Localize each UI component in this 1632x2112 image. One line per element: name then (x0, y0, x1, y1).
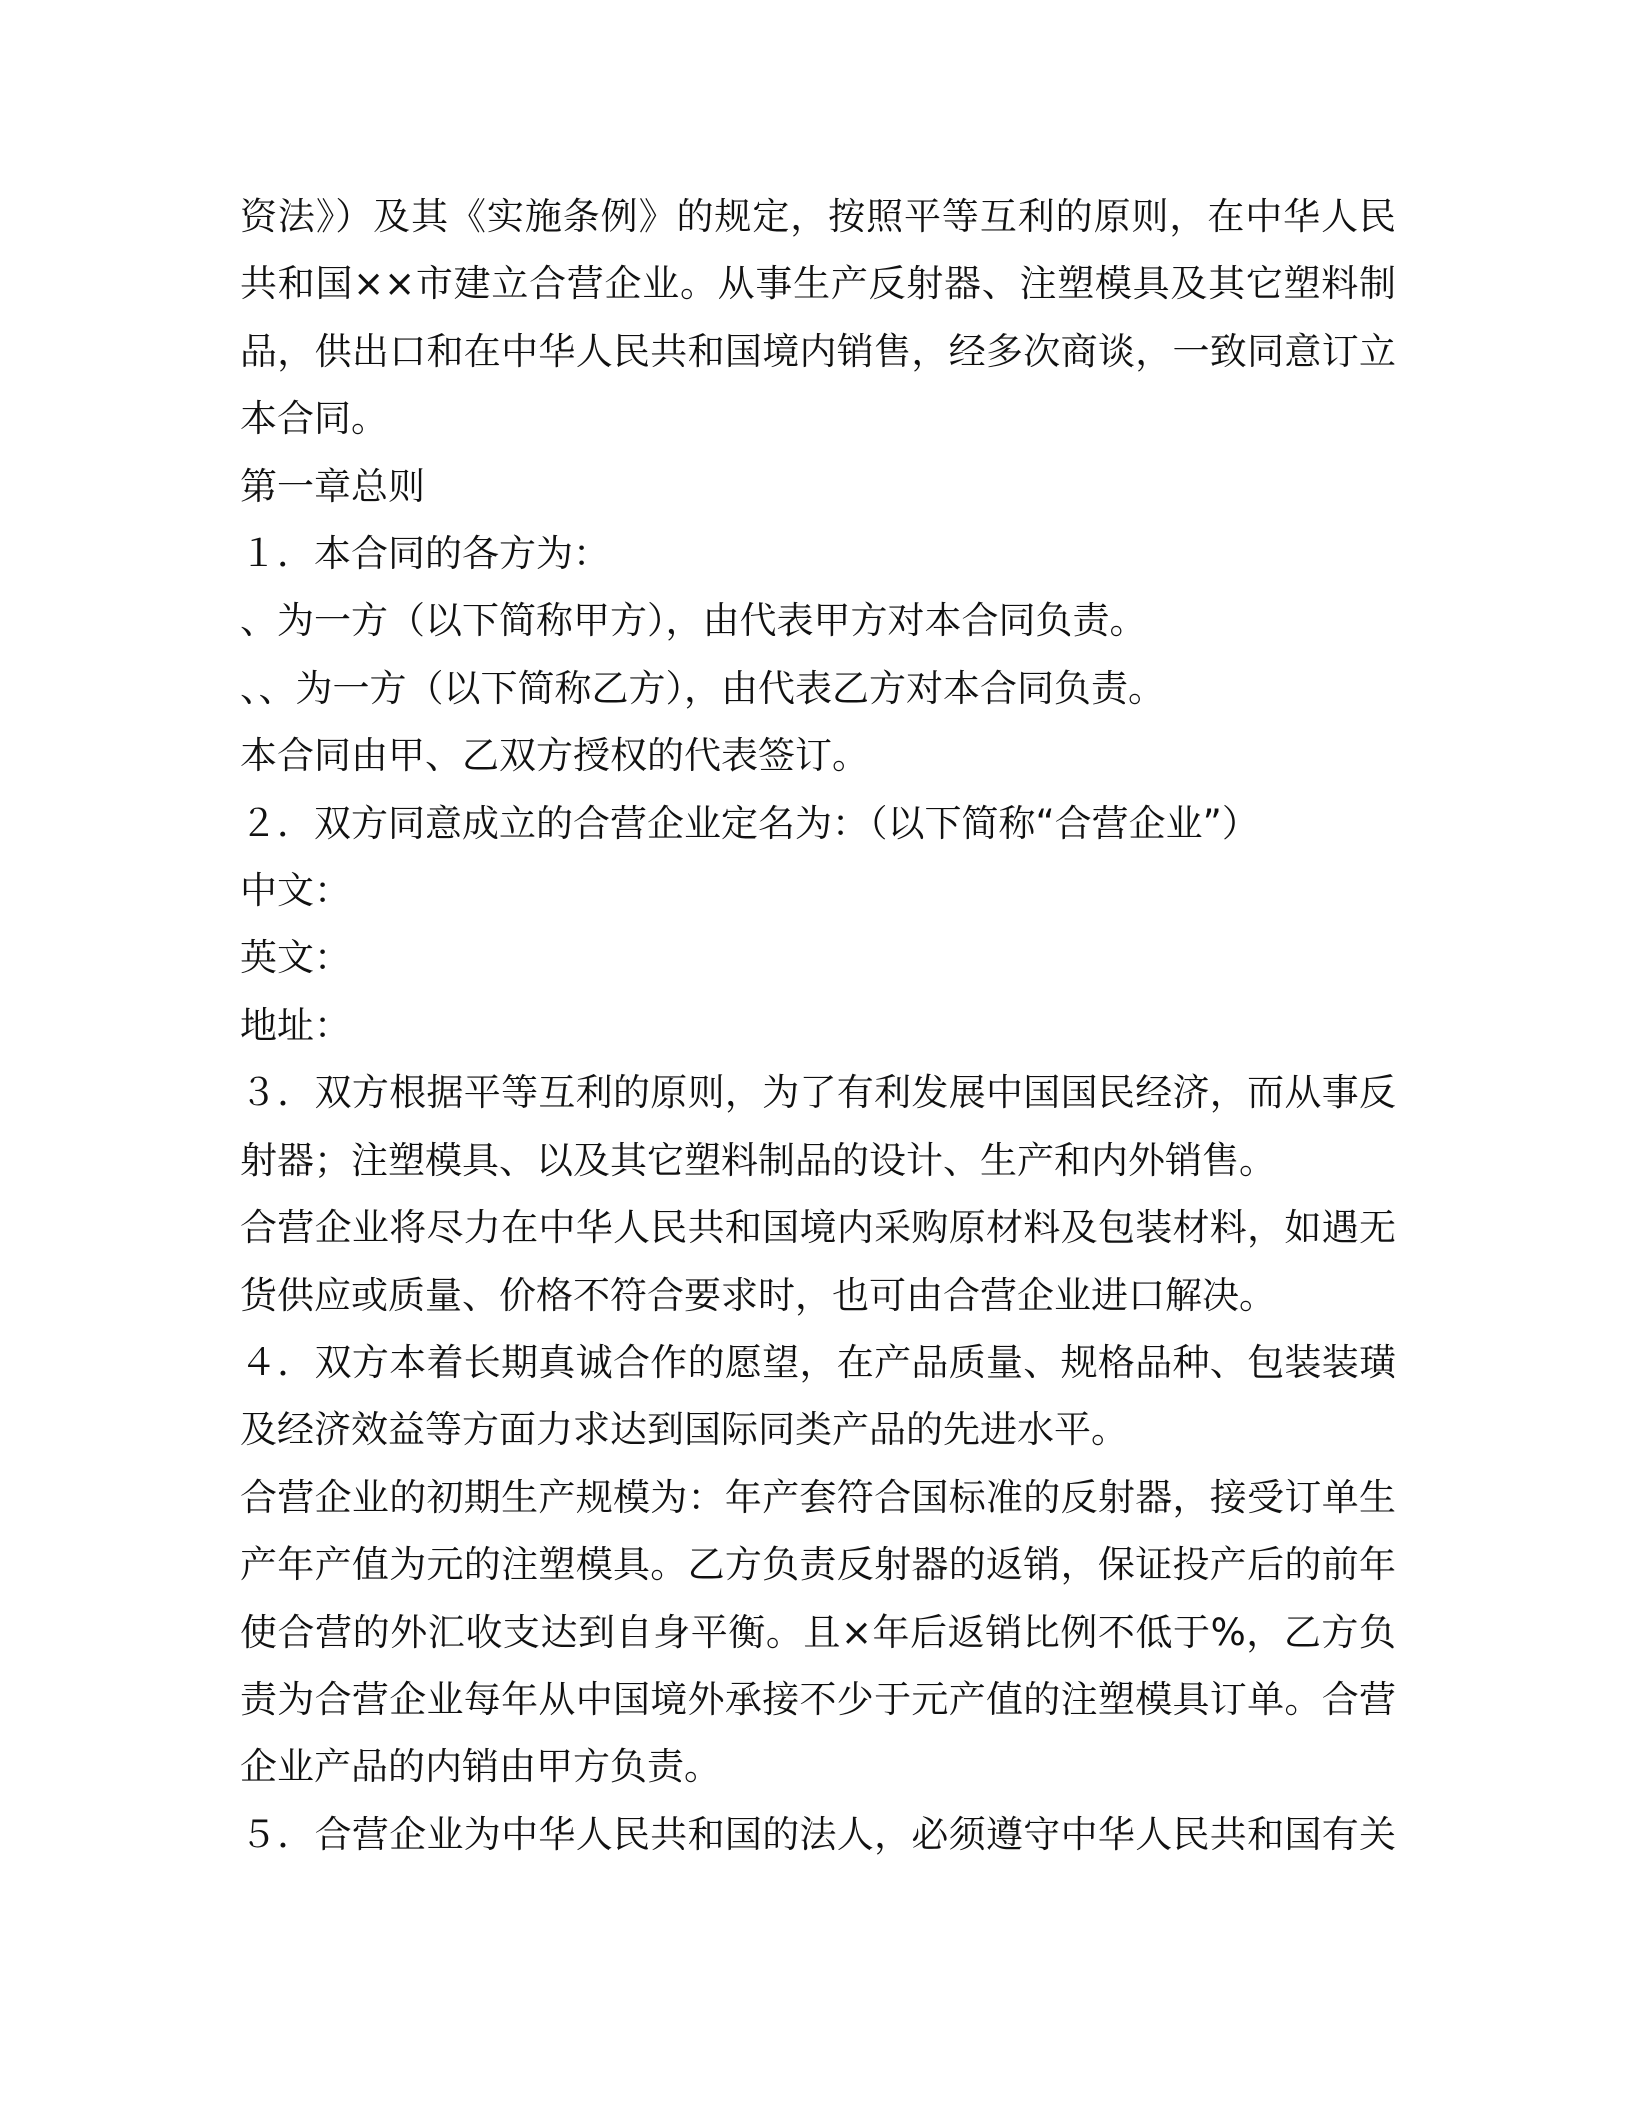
text-line: 、、为一方（以下简称乙方），由代表乙方对本合同负责。 (240, 666, 1165, 710)
text-line: 本合同。 (240, 397, 388, 441)
text-line: 品，供出口和在中华人民共和国境内销售，经多次商谈，一致同意订立 (240, 329, 1396, 373)
text-line: 合营企业将尽力在中华人民共和国境内采购原材料及包装材料，如遇无 (240, 1206, 1396, 1250)
text-line: 及经济效益等方面力求达到国际同类产品的先进水平。 (240, 1408, 1128, 1452)
text-line: 合营企业的初期生产规模为：年产套符合国标准的反射器，接受订单生 (240, 1475, 1396, 1519)
clause-heading: ２．双方同意成立的合营企业定名为：（以下简称“合营企业”） (240, 801, 1259, 845)
text-line: 责为合营企业每年从中国境外承接不少于元产值的注塑模具订单。合营 (240, 1677, 1396, 1721)
text-line: 、为一方（以下简称甲方），由代表甲方对本合同负责。 (240, 599, 1147, 643)
text-line: 资法》）及其《实施条例》的规定，按照平等互利的原则，在中华人民 (240, 195, 1396, 238)
field-label-address: 地址： (240, 1003, 351, 1047)
clause-heading: １．本合同的各方为： (240, 532, 610, 576)
text-line: 使合营的外汇收支达到自身平衡。且×年后返销比例不低于%，乙方负 (240, 1610, 1396, 1654)
clause-heading: ４．双方本着长期真诚合作的愿望，在产品质量、规格品种、包装装璜 (240, 1340, 1396, 1384)
clause-heading: ５．合营企业为中华人民共和国的法人，必须遵守中华人民共和国有关 (240, 1812, 1396, 1856)
text-line: 本合同由甲、乙双方授权的代表签订。 (240, 734, 869, 778)
text-line: 企业产品的内销由甲方负责。 (240, 1745, 721, 1789)
chapter-heading: 第一章总则 (240, 464, 425, 508)
text-line: 产年产值为元的注塑模具。乙方负责反射器的返销，保证投产后的前年 (240, 1543, 1396, 1587)
field-label-chinese-name: 中文： (240, 869, 351, 913)
document-body (240, 183, 1396, 1868)
clause-heading: ３．双方根据平等互利的原则，为了有利发展中国国民经济，而从事反 (240, 1071, 1396, 1115)
text-line: 射器；注塑模具、以及其它塑料制品的设计、生产和内外销售。 (240, 1138, 1276, 1182)
text-line: 货供应或质量、价格不符合要求时，也可由合营企业进口解决。 (240, 1273, 1276, 1317)
text-line: 共和国××市建立合营企业。从事生产反射器、注塑模具及其它塑料制 (240, 262, 1396, 306)
field-label-english-name: 英文： (240, 936, 351, 980)
